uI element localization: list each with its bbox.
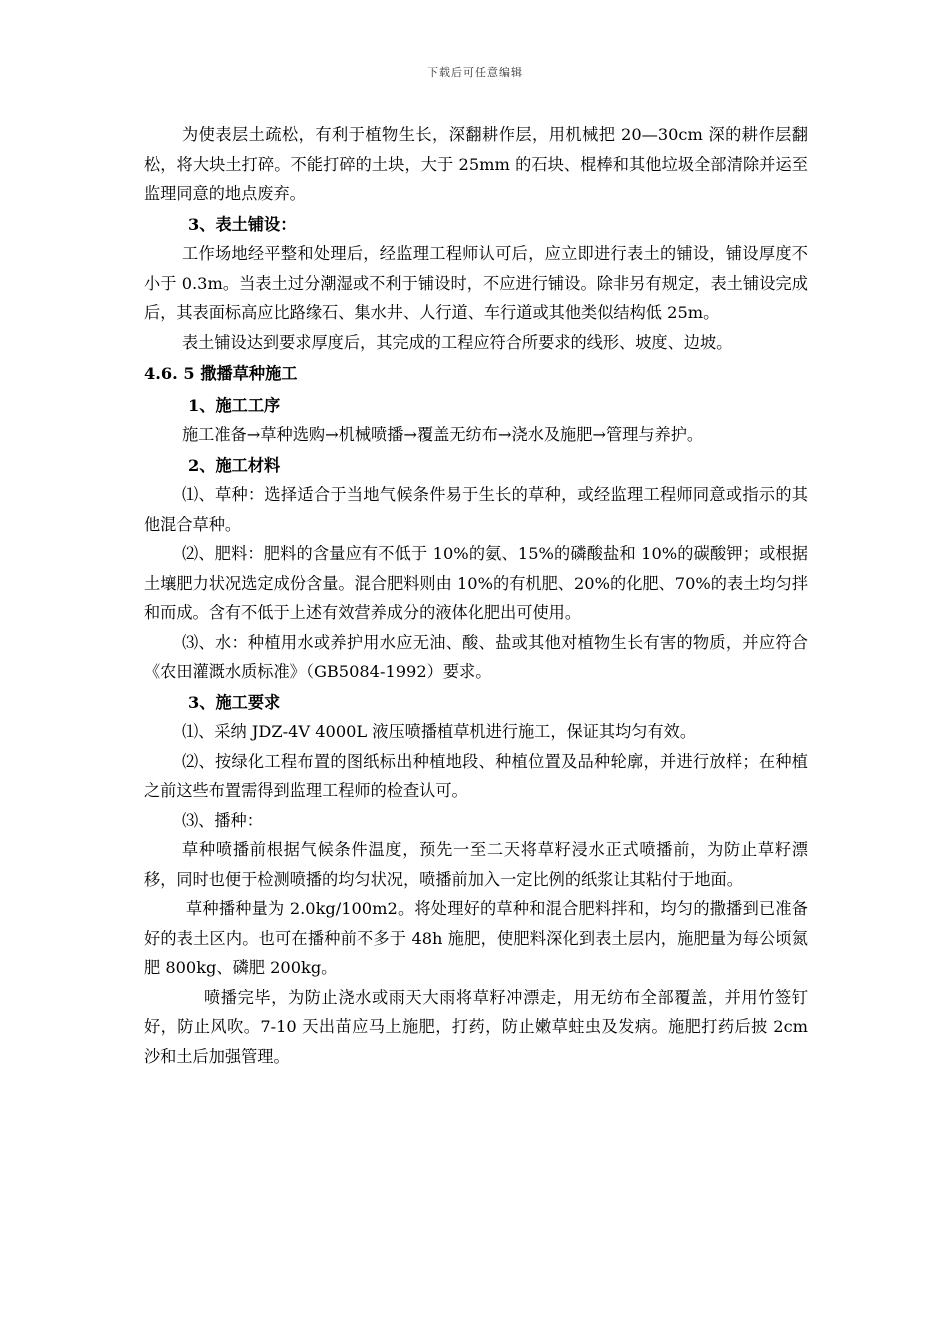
requirement-item-layout: ⑵、按绿化工程布置的图纸标出种植地段、种植位置及品种轮廓，并进行放样；在种植之前这些布置需得到监理工程师的检查认可。 — [144, 751, 808, 800]
material-item-water: ⑶、水：种植用水或养护用水应无油、酸、盐或其他对植物生长有害的物质，并应符合《农田灌溉水质标准》（GB5084-1992）要求。 — [144, 632, 808, 681]
paragraph-topsoil-laying: 工作场地经平整和处理后，经监理工程师认可后，应立即进行表土的铺设，铺设厚度不小于 0.3m。当表土过分潮湿或不利于铺设时，不应进行铺设。除非另有规定，表土铺设完成后，其表面标高应比路缘石、集水井、人行道、车行道或其他类似结构低 25m。 — [144, 244, 808, 322]
heading-construction-process: 1、施工工序 — [188, 395, 281, 415]
paragraph-construction-process: 施工准备→草种选购→机械喷播→覆盖无纺布→浇水及施肥→管理与养护。 — [182, 425, 704, 444]
requirement-item-sprayer: ⑴、采纳 JDZ-4V 4000L 液压喷播植草机进行施工，保证其均匀有效。 — [182, 722, 697, 741]
paragraph-sowing-preparation: 草种喷播前根据气候条件温度，预先一至二天将草籽浸水正式喷播前，为防止草籽漂移，同时也便于检测喷播的均匀状况，喷播前加入一定比例的纸浆让其粘付于地面。 — [144, 840, 808, 889]
paragraph-topsoil-completion: 表土铺设达到要求厚度后，其完成的工程应符合所要求的线形、坡度、边坡。 — [182, 332, 733, 352]
section-title-grass-seeding: 4.6. 5 撒播草种施工 — [144, 364, 298, 383]
material-item-fertilizer: ⑵、肥料：肥料的含量应有不低于 10%的氨、15%的磷酸盐和 10%的碳酸钾；或根据土壤肥力状况选定成份含量。混合肥料则由 10%的有机肥、20%的化肥、70%的表土均匀拌和而成。含有不低于上述有效营养成分的液体化肥出可使用。 — [144, 544, 808, 622]
heading-construction-materials: 2、施工材料 — [188, 455, 281, 475]
material-item-grass-seed: ⑴、草种：选择适合于当地气候条件易于生长的草种，或经监理工程师同意或指示的其他混合草种。 — [144, 485, 808, 534]
document-body — [144, 120, 808, 1071]
paragraph-soil-loosening: 为使表层土疏松，有利于植物生长，深翻耕作层，用机械把 20—30cm 深的耕作层翻松，将大块土打碎。不能打碎的土块，大于 25mm 的石块、棍棒和其他垃圾全部清除并运至监理同意的地点废弃。 — [144, 125, 808, 203]
heading-construction-requirements: 3、施工要求 — [188, 692, 281, 712]
paragraph-sowing-aftercare: 喷播完毕，为防止浇水或雨天大雨将草籽冲漂走，用无纺布全部覆盖，并用竹签钉好，防止风吹。7-10 天出苗应马上施肥，打药，防止嫩草蛀虫及发病。施肥打药后披 2cm 沙和土后加强管理。 — [144, 987, 808, 1066]
requirement-item-sowing: ⑶、播种： — [182, 810, 263, 830]
heading-topsoil-laying: 3、表土铺设： — [188, 214, 297, 234]
paragraph-sowing-rate: 草种播种量为 2.0kg/100m2。将处理好的草种和混合肥料拌和，均匀的撒播到已准备好的表土区内。也可在播种前不多于 48h 施肥，使肥料深化到表土层内，施肥量为每公顷氮肥 800kg、磷肥 200kg。 — [144, 899, 808, 977]
page-header: 下载后可任意编辑 — [427, 66, 523, 79]
